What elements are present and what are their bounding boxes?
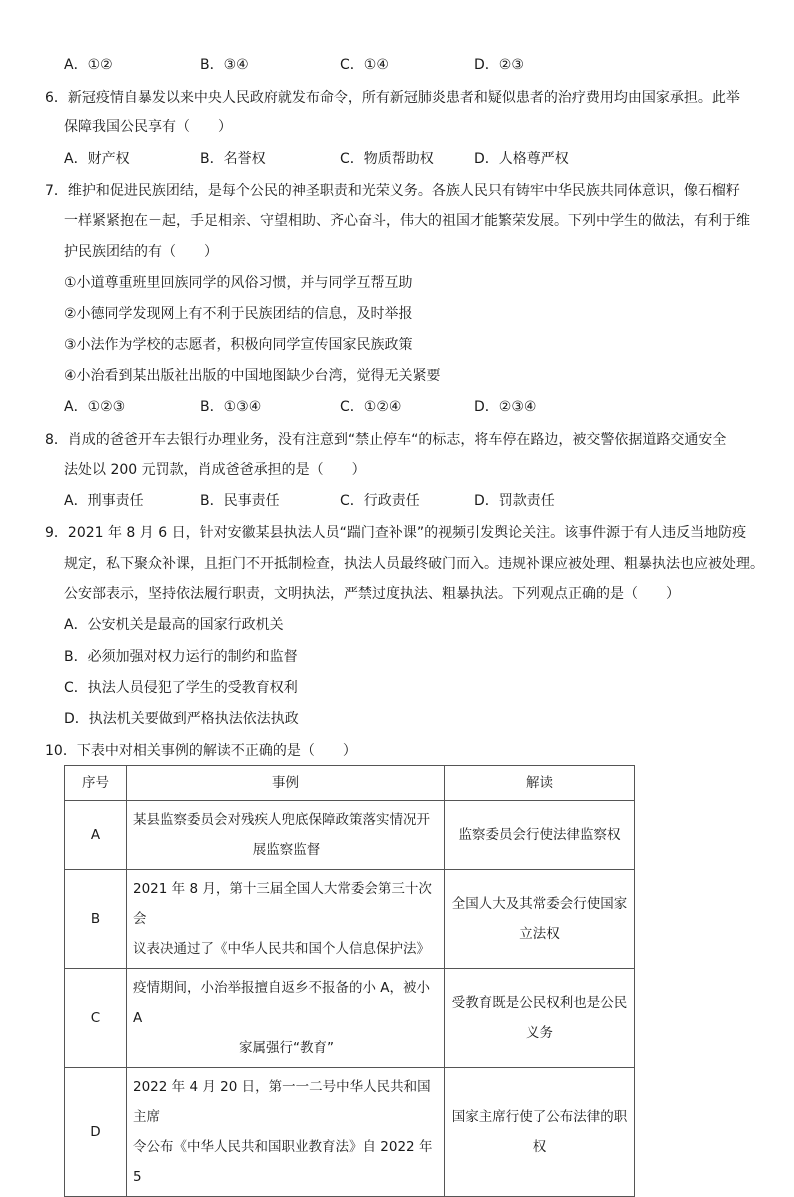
q8-option-b: B．民事责任 [200,493,280,509]
row-event [127,870,445,969]
event-line2: 令公布《中华人民共和国职业教育法》自 2022 年 5 [133,1139,433,1185]
reading-line2: 权 [532,1139,547,1155]
q9-option-d: D．执法机关要做到严格执法依法执政 [64,711,299,727]
q6-option-b: B．名誉权 [200,151,266,167]
q8-option-d: D．罚款责任 [474,493,555,509]
event-line1: 2022 年 4 月 20 日，第一一二号中华人民共和国主席 [133,1079,431,1125]
table-row [65,969,635,1068]
event-line2: 议表决通过了《中华人民共和国个人信息保护法》 [133,941,430,957]
reading-line1: 全国人大及其常委会行使国家 [451,896,628,912]
row-id: C [65,969,127,1068]
q7-item-1: ①小道尊重班里回族同学的风俗习惯，并与同学互帮互助 [64,275,413,291]
header-event: 事例 [127,766,445,801]
row-id: B [65,870,127,969]
table-row [65,801,635,870]
reading-line2: 义务 [526,1025,553,1041]
q9-option-a: A．公安机关是最高的国家行政机关 [64,617,284,633]
q9-stem-line1: 9．2021 年 8 月 6 日，针对安徽某县执法人员“踹门查补课”的视频引发舆论关注。该事件源于有人违反当地防疫 [45,525,747,541]
q7-options [64,397,624,417]
event-line1: 疫情期间，小治举报擅自返乡不报备的小 A，被小 A [133,980,431,1026]
event-line2: 家属强行“教育” [239,1040,334,1056]
q5-option-d: D．②③ [474,57,524,73]
reading-line1: 国家主席行使了公布法律的职 [451,1109,628,1125]
q6-option-d: D．人格尊严权 [474,151,569,167]
q9-stem-line2: 规定，私下聚众补课，且拒门不开抵制检查，执法人员最终破门而入。违规补课应被处理、粗暴执法也应被处理。 [64,556,764,572]
q7-item-4: ④小治看到某出版社出版的中国地图缺少台湾，觉得无关紧要 [64,368,441,384]
header-reading: 解读 [445,766,635,801]
reading-line1: 监察委员会行使法律监察权 [458,827,621,843]
q7-item-3: ③小法作为学校的志愿者，积极向同学宣传国家民族政策 [64,337,413,353]
q7-option-d: D．②③④ [474,399,537,415]
q5-options [64,55,624,75]
event-line2: 展监察监督 [252,842,321,858]
q7-option-c: C．①②④ [340,399,402,415]
q5-option-a: A．①② [64,57,113,73]
row-reading [445,801,635,870]
row-reading [445,969,635,1068]
q9-option-b: B．必须加强对权力运行的制约和监督 [64,649,298,665]
q9-option-c: C．执法人员侵犯了学生的受教育权利 [64,680,298,696]
table-header-row [65,766,635,801]
q7-option-b: B．①③④ [200,399,262,415]
q9-stem-line3: 公安部表示，坚持依法履行职责，文明执法，严禁过度执法、粗暴执法。下列观点正确的是（ ） [64,586,680,602]
q7-option-a: A．①②③ [64,399,126,415]
q10-events-table [64,765,635,1197]
row-id: D [65,1068,127,1197]
q7-stem-line2: 一样紧紧抱在－起，手足相亲、守望相助、齐心奋斗，伟大的祖国才能繁荣发展。下列中学生的做法，有利于维 [64,213,750,229]
q7-stem-line3: 护民族团结的有（ ） [64,244,218,260]
reading-line1: 受教育既是公民权利也是公民 [451,995,628,1011]
q8-stem-line1: 8．肖成的爸爸开车去银行办理业务，没有注意到“禁止停车“的标志，将车停在路边，被交警依据道路交通安全 [45,432,727,448]
reading-line2: 立法权 [519,926,560,942]
q6-options [64,149,624,169]
row-event [127,969,445,1068]
q5-option-c: C．①④ [340,57,389,73]
q7-item-2: ②小德同学发现网上有不利于民族团结的信息，及时举报 [64,306,413,322]
event-line1: 某县监察委员会对残疾人兜底保障政策落实情况开 [133,812,430,828]
table-row [65,1068,635,1197]
row-reading [445,1068,635,1197]
event-line1: 2021 年 8 月，第十三届全国人大常委会第三十次会 [133,881,432,927]
q8-option-c: C．行政责任 [340,493,420,509]
q10-stem: 10．下表中对相关事例的解读不正确的是（ ） [45,743,357,759]
q8-stem-line2: 法处以 200 元罚款，肖成爸爸承担的是（ ） [64,462,366,478]
q5-option-b: B．③④ [200,57,249,73]
row-id: A [65,801,127,870]
row-event [127,1068,445,1197]
header-number: 序号 [65,766,127,801]
q8-options [64,491,624,511]
q6-option-a: A．财产权 [64,151,130,167]
table-row [65,870,635,969]
row-event [127,801,445,870]
q6-option-c: C．物质帮助权 [340,151,434,167]
q7-stem-line1: 7．维护和促进民族团结，是每个公民的神圣职责和光荣义务。各族人民只有铸牢中华民族共同体意识，像石榴籽 [45,183,740,199]
q6-stem-line2: 保障我国公民享有（ ） [64,119,232,135]
q8-option-a: A．刑事责任 [64,493,144,509]
q6-stem-line1: 6．新冠疫情自暴发以来中央人民政府就发布命令，所有新冠肺炎患者和疑似患者的治疗费用均由国家承担。此举 [45,90,740,106]
row-reading [445,870,635,969]
